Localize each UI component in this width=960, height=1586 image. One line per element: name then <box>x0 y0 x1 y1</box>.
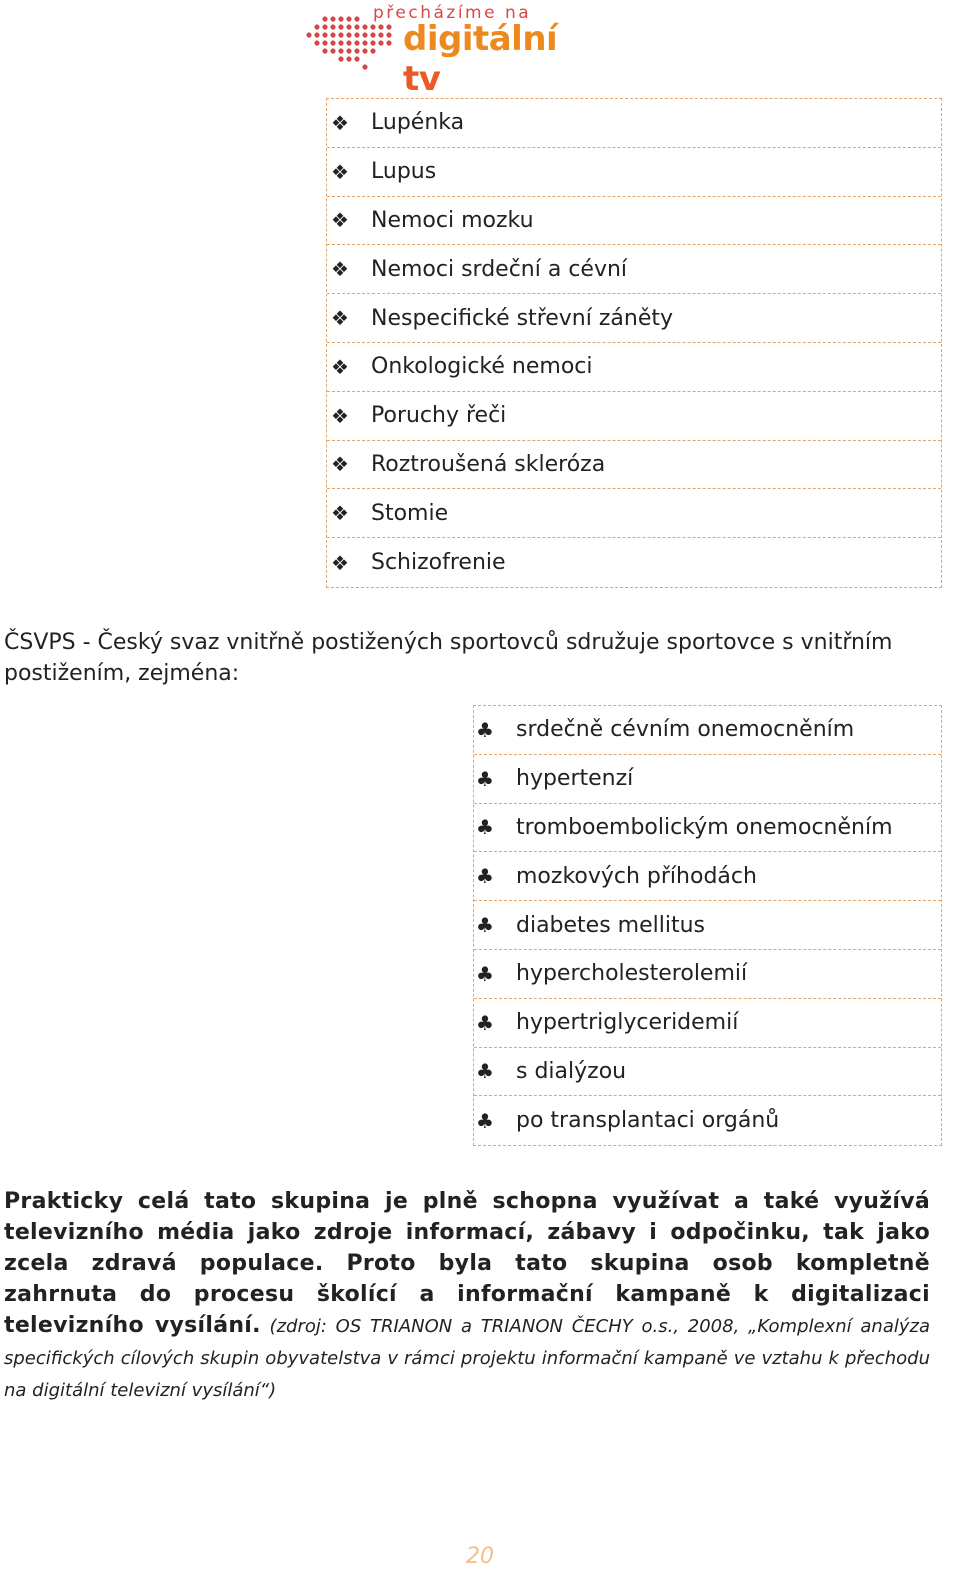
list-item <box>327 99 941 148</box>
list-item <box>474 706 941 755</box>
intro-paragraph: ČSVPS - Český svaz vnitřně postižených sportovců sdružuje sportovce s vnitřním postižením, zejména: <box>4 630 893 686</box>
logo-wordmark-main: digitální <box>403 19 558 59</box>
list-item-label: Poruchy řeči <box>371 403 507 429</box>
list-item-label: po transplantaci orgánů <box>516 1108 780 1134</box>
list-item <box>474 804 941 853</box>
logo-wordmark <box>403 19 595 99</box>
list-item <box>327 441 941 490</box>
diamond-bullet-icon: ❖ <box>331 208 349 233</box>
list-item <box>474 852 941 901</box>
list-item <box>327 294 941 343</box>
diamond-bullet-icon: ❖ <box>331 550 349 575</box>
club-bullet-icon: ♣ <box>476 815 494 840</box>
diamond-bullet-icon: ❖ <box>331 257 349 282</box>
club-bullet-icon: ♣ <box>476 1108 494 1133</box>
diamond-bullet-icon: ❖ <box>331 354 349 379</box>
list-item <box>327 538 941 587</box>
main-paragraph <box>4 1186 930 1406</box>
diamond-bullet-icon: ❖ <box>331 159 349 184</box>
list-item <box>474 1048 941 1097</box>
list-item <box>327 148 941 197</box>
list-item-label: mozkových příhodách <box>516 863 757 889</box>
list-item <box>474 999 941 1048</box>
diamond-bullet-icon: ❖ <box>331 306 349 331</box>
list-item <box>474 755 941 804</box>
club-bullet-icon: ♣ <box>476 1010 494 1035</box>
club-bullet-icon: ♣ <box>476 864 494 889</box>
page-number: 20 <box>466 1544 494 1569</box>
list-item-label: Nespecifické střevní záněty <box>371 305 674 331</box>
header-logo <box>305 3 595 99</box>
list-item-label: hypercholesterolemií <box>516 961 748 987</box>
list-item <box>327 245 941 294</box>
citation: (zdroj: OS TRIANON a TRIANON ČECHY o.s., 2008, „Komplexní analýza specifických cílových skupin obyvatelstva v rámci projektu informační kampaně ve vztahu k přechodu na digitální televizní vysílání“) <box>4 1316 930 1401</box>
diamond-bullet-icon: ❖ <box>331 403 349 428</box>
club-bullet-icon: ♣ <box>476 1059 494 1084</box>
list-item <box>327 343 941 392</box>
club-bullet-icon: ♣ <box>476 961 494 986</box>
list-item-label: hypertriglyceridemií <box>516 1010 739 1036</box>
list-item-label: Stomie <box>371 500 449 526</box>
list-item-label: tromboembolickým onemocněním <box>516 814 893 840</box>
list-item-label: hypertenzí <box>516 766 634 792</box>
list-item <box>474 1096 941 1145</box>
list-item <box>327 489 941 538</box>
list-item-label: Nemoci srdeční a cévní <box>371 256 628 282</box>
list-item-label: diabetes mellitus <box>516 912 706 938</box>
diamond-bullet-icon: ❖ <box>331 110 349 135</box>
list-item-label: Nemoci mozku <box>371 207 534 233</box>
list-item-label: s dialýzou <box>516 1058 627 1084</box>
list-item-label: srdečně cévním onemocněním <box>516 717 855 743</box>
diamond-bullet-icon: ❖ <box>331 452 349 477</box>
list-item <box>474 950 941 999</box>
diseases-list <box>326 98 942 588</box>
list-item-label: Onkologické nemoci <box>371 354 593 380</box>
list-item <box>327 392 941 441</box>
conditions-list <box>473 705 942 1146</box>
club-bullet-icon: ♣ <box>476 717 494 742</box>
list-item-label: Schizofrenie <box>371 550 506 576</box>
list-item-label: Lupénka <box>371 110 465 136</box>
list-item-label: Roztroušená skleróza <box>371 451 606 477</box>
logo-wordmark-tv: tv <box>403 59 441 99</box>
list-item <box>327 197 941 246</box>
main-paragraph-bold: Prakticky celá tato skupina je plně schopna využívat a také využívá televizního média jako zdroje informací, zábavy i odpočinku, tak jako zcela zdravá populace. Proto byla tato skupina osob kompletně zahrnuta do procesu školící a informační kampaně k digitalizaci televizního vysílání. <box>4 1189 930 1338</box>
list-item-label: Lupus <box>371 159 437 185</box>
diamond-bullet-icon: ❖ <box>331 501 349 526</box>
list-item <box>474 901 941 950</box>
club-bullet-icon: ♣ <box>476 766 494 791</box>
club-bullet-icon: ♣ <box>476 913 494 938</box>
logo-tagline: přecházíme na <box>373 3 532 23</box>
